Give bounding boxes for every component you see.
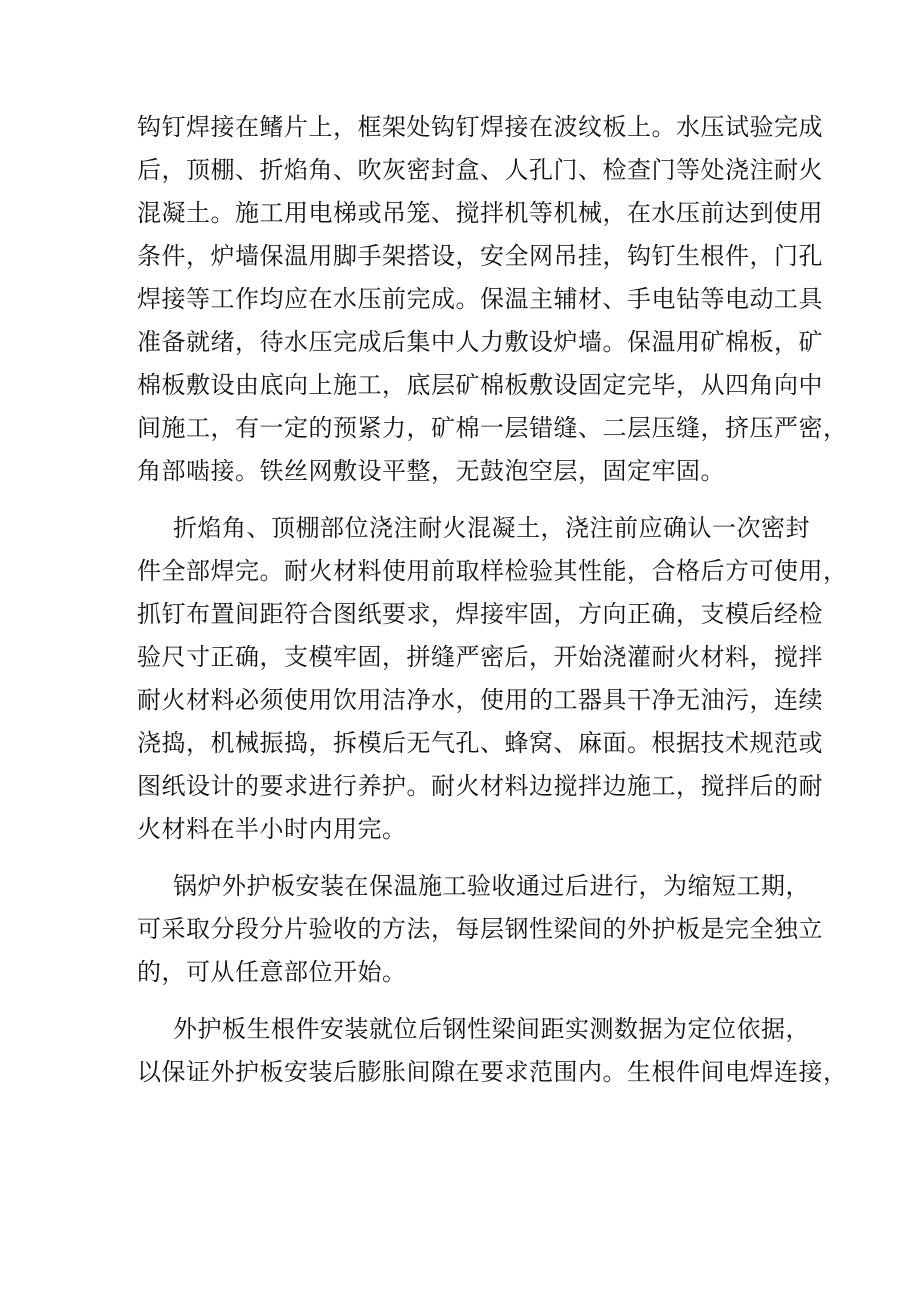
text-line: 角部啮接。铁丝网敷设平整，无鼓泡空层，固定牢固。 bbox=[137, 457, 725, 485]
text-line: 耐火材料必须使用饮用洁净水，使用的工器具干净无油污，连续 bbox=[137, 686, 823, 714]
text-line: 抓钉布置间距符合图纸要求，焊接牢固，方向正确，支模后经检 bbox=[137, 600, 823, 628]
text-line: 准备就绪，待水压完成后集中人力敷设炉墙。保温用矿棉板，矿 bbox=[137, 328, 823, 356]
text-line: 钩钉焊接在鳍片上，框架处钩钉焊接在波纹板上。水压试验完成 bbox=[137, 113, 823, 141]
text-line: 混凝土。施工用电梯或吊笼、搅拌机等机械，在水压前达到使用 bbox=[137, 199, 823, 227]
paragraph-first-line: 折焰角、顶棚部位浇注耐火混凝土，浇注前应确认一次密封 bbox=[173, 514, 810, 542]
text-line: 件全部焊完。耐火材料使用前取样检验其性能，合格后方可使用， bbox=[137, 557, 848, 585]
text-line: 火材料在半小时内用完。 bbox=[137, 815, 407, 843]
text-line: 后，顶棚、折焰角、吹灰密封盒、人孔门、检查门等处浇注耐火 bbox=[137, 156, 823, 184]
text-line: 条件，炉墙保温用脚手架搭设，安全网吊挂，钩钉生根件，门孔 bbox=[137, 242, 823, 270]
text-line: 可采取分段分片验收的方法，每层钢性梁间的外护板是完全独立 bbox=[137, 915, 823, 943]
text-line: 间施工，有一定的预紧力，矿棉一层错缝、二层压缝，挤压严密， bbox=[137, 414, 848, 442]
paragraph-first-line: 外护板生根件安装就位后钢性梁间距实测数据为定位依据， bbox=[173, 1015, 810, 1043]
text-line: 以保证外护板安装后膨胀间隙在要求范围内。生根件间电焊连接， bbox=[137, 1058, 848, 1086]
text-line: 棉板敷设由底向上施工，底层矿棉板敷设固定完毕，从四角向中 bbox=[137, 371, 823, 399]
paragraph-first-line: 锅炉外护板安装在保温施工验收通过后进行，为缩短工期， bbox=[173, 872, 810, 900]
text-line: 的，可从任意部位开始。 bbox=[137, 958, 407, 986]
text-line: 浇捣，机械振捣，拆模后无气孔、蜂窝、麻面。根据技术规范或 bbox=[137, 729, 823, 757]
text-line: 焊接等工作均应在水压前完成。保温主辅材、手电钻等电动工具 bbox=[137, 285, 823, 313]
text-line: 验尺寸正确，支模牢固，拼缝严密后，开始浇灌耐火材料，搅拌 bbox=[137, 643, 823, 671]
text-line: 图纸设计的要求进行养护。耐火材料边搅拌边施工，搅拌后的耐 bbox=[137, 772, 823, 800]
